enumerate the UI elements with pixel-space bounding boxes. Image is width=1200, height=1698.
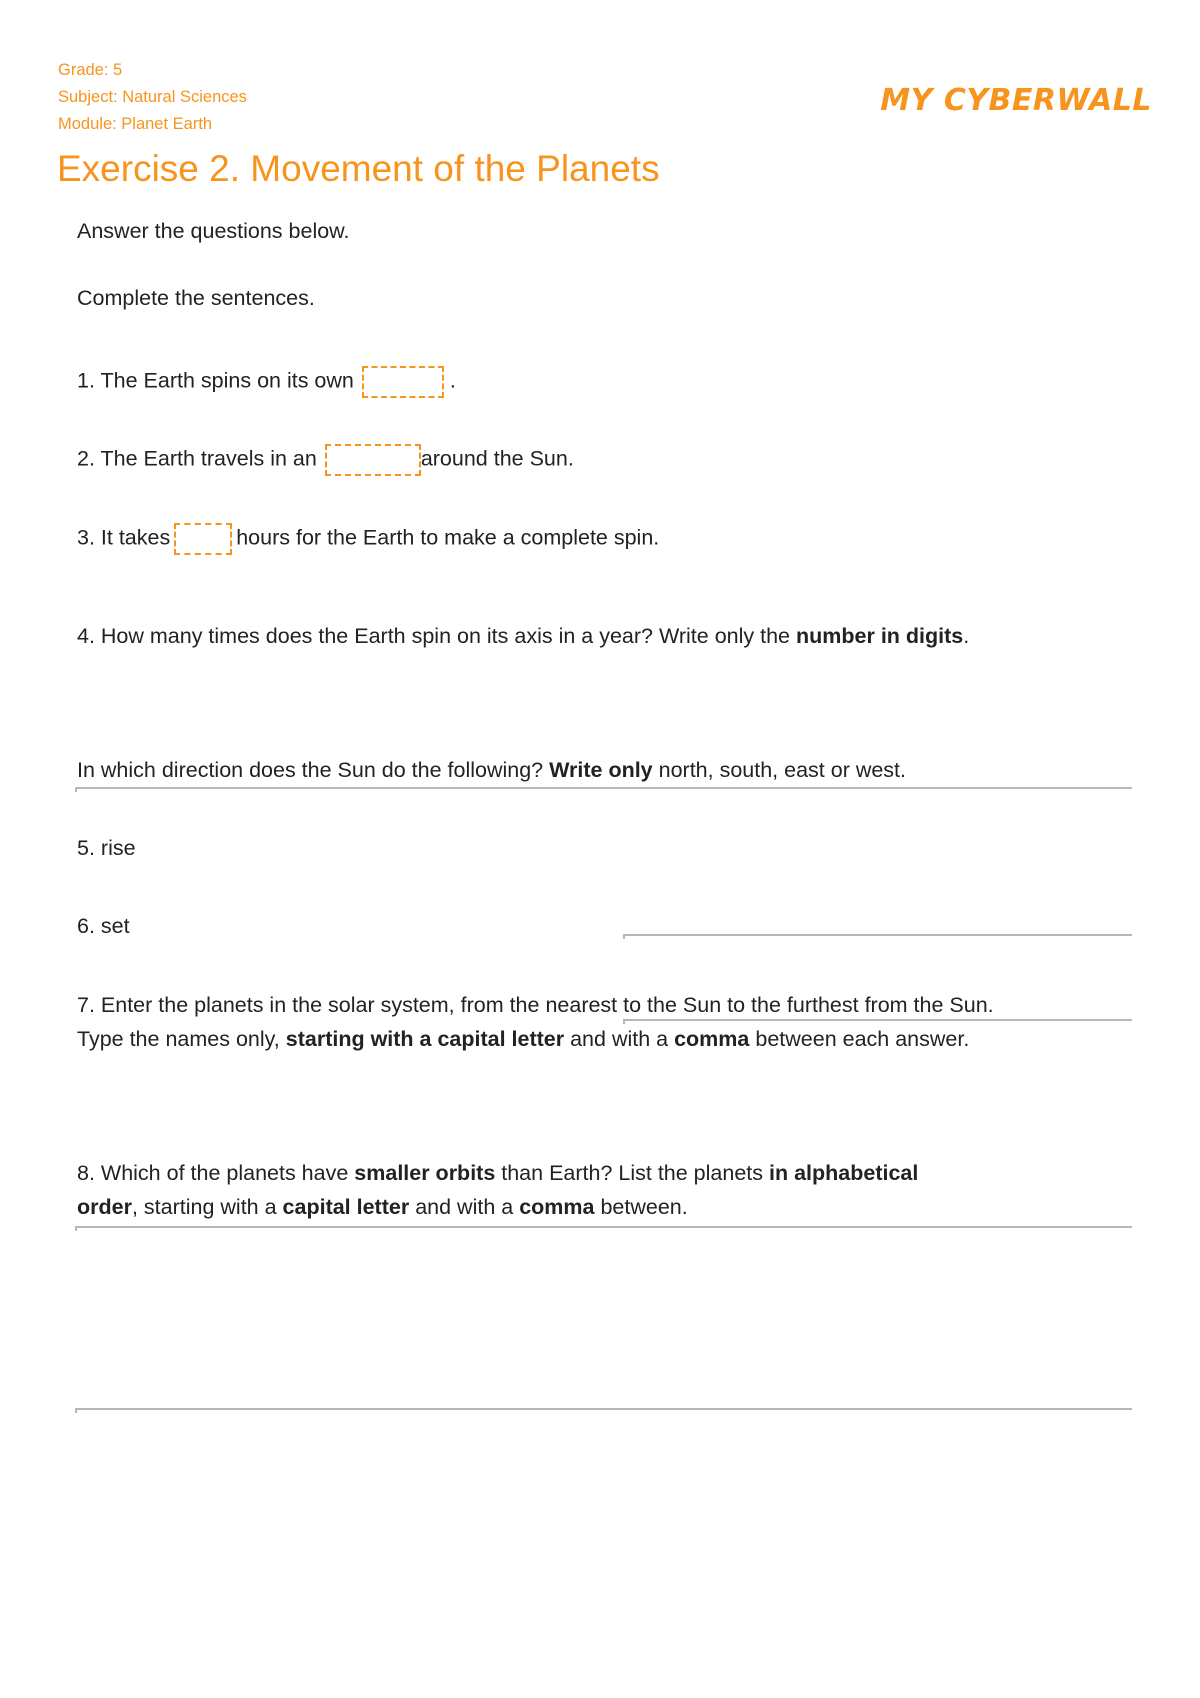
q8-bold-comma: comma (519, 1195, 595, 1219)
direction-text: In which direction does the Sun do the following? (77, 758, 550, 782)
instruction-text: Answer the questions below. (77, 219, 350, 243)
question-3-end: hours for the Earth to make a complete spin. (236, 525, 660, 550)
question-1-text: 1. The Earth spins on its own (77, 368, 354, 393)
question-7-line2 (77, 1027, 969, 1052)
q7-text-e: between each answer. (749, 1027, 970, 1051)
question-4-text: 4. How many times does the Earth spin on its axis in a year? Write only the (77, 624, 796, 648)
question-1 (77, 366, 456, 398)
direction-end: north, south, east or west. (652, 758, 907, 782)
question-2 (77, 444, 574, 476)
q8-text-a: 8. Which of the planets have (77, 1161, 355, 1185)
question-2-end: around the Sun. (420, 446, 574, 471)
question-7-line1: 7. Enter the planets in the solar system, from the nearest to the Sun to the furthest from the Sun. (77, 993, 994, 1017)
module-label: Module: Planet Earth (58, 115, 213, 133)
question-8-line2 (77, 1195, 688, 1220)
answer-line-8[interactable] (75, 1408, 1132, 1410)
answer-blank-1[interactable] (362, 366, 444, 398)
question-8-line1 (77, 1161, 918, 1186)
question-6-label: 6. set (77, 914, 130, 938)
q8-bold-capital: capital letter (282, 1195, 410, 1219)
question-4 (77, 624, 969, 649)
direction-bold: Write only (549, 758, 653, 782)
question-1-end: . (449, 368, 456, 393)
q8-text-c: than Earth? List the planets (495, 1161, 769, 1185)
answer-blank-2[interactable] (325, 444, 421, 476)
q8-text-starting: , starting with a (131, 1195, 283, 1219)
answer-line-6[interactable] (623, 1019, 1132, 1021)
direction-prompt (77, 758, 906, 783)
answer-line-5[interactable] (623, 934, 1132, 936)
question-2-text: 2. The Earth travels in an (77, 446, 317, 471)
q8-text-with: and with a (409, 1195, 520, 1219)
q7-bold-d: comma (674, 1027, 750, 1051)
page-title: Exercise 2. Movement of the Planets (57, 148, 660, 189)
question-4-end: . (963, 624, 970, 648)
q8-text-between: between. (594, 1195, 688, 1219)
complete-sentences-text: Complete the sentences. (77, 286, 315, 310)
q7-text-a: Type the names only, (77, 1027, 286, 1051)
q7-bold-b: starting with a capital letter (285, 1027, 565, 1051)
answer-line-7[interactable] (75, 1226, 1132, 1228)
grade-label: Grade: 5 (58, 61, 123, 79)
my-cyberwall-logo (852, 74, 1152, 120)
question-3 (77, 523, 659, 555)
q8-bold-d: in alphabetical (769, 1161, 919, 1185)
answer-line-4[interactable] (75, 787, 1132, 789)
q8-bold-order: order (77, 1195, 132, 1219)
q8-bold-b: smaller orbits (354, 1161, 496, 1185)
q7-text-c: and with a (564, 1027, 675, 1051)
answer-blank-3[interactable] (174, 523, 232, 555)
svg-text:MY CYBERWALL: MY CYBERWALL (880, 83, 1152, 118)
question-3-text: 3. It takes (77, 525, 171, 550)
subject-label: Subject: Natural Sciences (58, 88, 247, 106)
question-5-label: 5. rise (77, 836, 136, 860)
question-4-bold: number in digits (796, 624, 964, 648)
